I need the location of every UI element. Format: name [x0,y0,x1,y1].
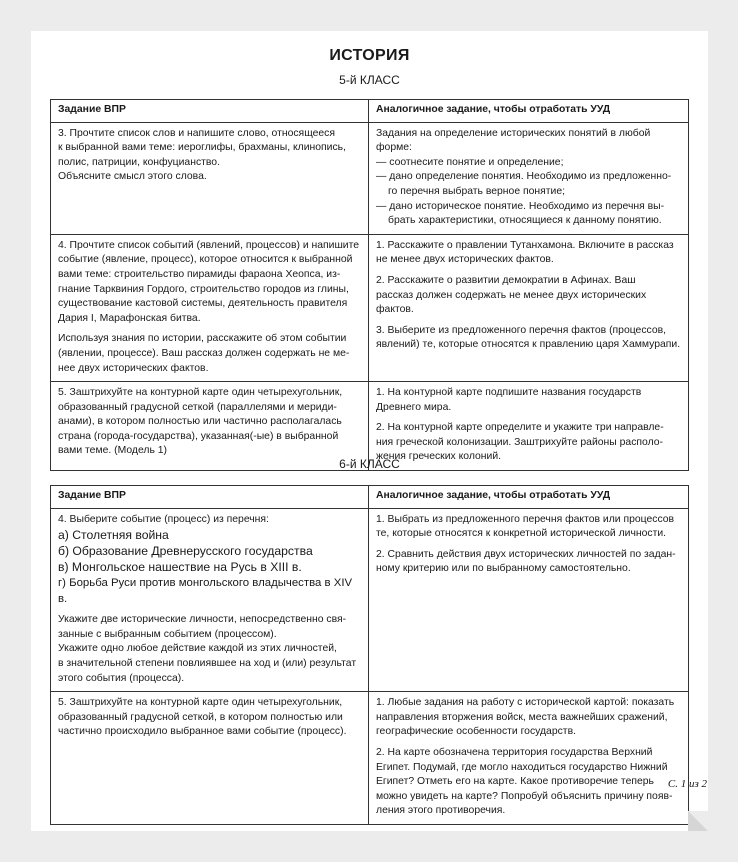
text-line: 2. На карте обозначена территория государства Верхний [376,746,653,758]
grade-6-table [50,485,689,825]
text-line: — соотнесите понятие и определение; [376,156,564,168]
similar-task-cell [369,122,689,234]
text-line: ному критерию или по выбранному самостоятельно. [376,563,631,575]
text-line: 4. Выберите событие (процесс) из перечня: [58,513,269,525]
table-header-row [51,486,689,509]
similar-task-cell [369,234,689,381]
header-similar-task: Аналогичное задание, чтобы отработать УУД [369,100,689,123]
text-line: 5. Заштрихуйте на контурной карте один четырехугольник, [58,697,343,709]
vpr-task-cell [51,508,369,692]
header-similar-task: Аналогичное задание, чтобы отработать УУД [369,486,689,509]
vpr-task-cell [51,234,369,381]
text-line: б) Образование Древнерусского государства [58,544,313,559]
header-vpr-task: Задание ВПР [51,100,369,123]
text-line: — дано определение понятия. Необходимо из предложенно- [376,171,672,183]
text-line: брать характеристики, относящиеся к данному понятию. [388,215,662,227]
text-line: 1. Расскажите о правлении Тутанхамона. Включите в рассказ [376,239,674,251]
text-line: 4. Прочтите список событий (явлений, процессов) и напишите [58,239,360,251]
text-line: не менее двух исторических фактов. [376,254,554,266]
page-fold-shadow [688,811,708,831]
page-number: С. 1 из 2 [667,778,707,790]
text-line: явлений) те, которые относятся к правлению царя Хаммурапи. [376,339,681,351]
text-line: гнание Тарквиния Гордого, строительство городов из глины, [58,283,349,295]
text-line: в значительной степени повлиявшее на ход и (или) результат [58,657,357,669]
text-line: 2. Расскажите о развитии демократии в Афинах. Ваш [376,274,636,286]
similar-task-cell [369,508,689,692]
text-line: полис, патриции, конфуцианство. [58,156,220,168]
text-line: страна (города-государства), указанная(-ые) в выбранной [58,430,339,442]
text-line: Укажите две исторические личности, непосредственно свя- [58,614,347,626]
grade-5-table [50,99,689,471]
similar-task-cell [369,692,689,825]
text-line: те, которые относятся к конкретной исторической личности. [376,528,667,540]
text-line: событие (явление, процесс), которое относится к выбранной [58,254,353,266]
text-line: 1. Выбрать из предложенного перечня фактов или процессов [376,513,675,525]
text-line: го перечня выбрать верное понятие; [388,185,565,197]
text-line: Объясните смысл этого слова. [58,171,207,183]
text-line: образованный градусной сеткой, в котором полностью или [58,711,343,723]
text-line: к выбранной вами теме: иероглифы, брахманы, клинопись, [58,142,346,154]
text-line: Древнего мира. [376,401,452,413]
document-page [31,31,708,831]
text-line: 1. Любые задания на работу с исторической картой: показать [376,697,675,709]
table-row [51,692,689,825]
text-line: 3. Прочтите список слов и напишите слово, относящееся [58,127,336,139]
vpr-task-cell [51,122,369,234]
text-line: Укажите одно любое действие каждой из этих личностей, [58,643,337,655]
text-line: 1. На контурной карте подпишите названия государств [376,387,642,399]
text-line: образованный градусной сеткой (параллелями и мериди- [58,401,337,413]
text-line: можно увидеть на карте? Попробуй объяснить причину появ- [376,790,673,802]
text-line: частично происходило выбранное вами событие (процесс). [58,726,347,738]
text-line: фактов. [376,304,414,316]
table-header-row [51,100,689,123]
text-line: Используя знания по истории, расскажите об этом событии [58,333,347,345]
text-line: географические особенности государств. [376,726,576,738]
text-line: ления этого противоречия. [376,805,506,817]
text-line: 3. Выберите из предложенного перечня фактов (процессов, [376,324,667,336]
text-line: направления вторжения войск, места важнейших сражений, [376,711,668,723]
text-line: рассказ должен содержать не менее двух исторических [376,289,647,301]
table-row [51,122,689,234]
text-line: Дария I, Марафонская битва. [58,312,201,324]
grade-heading-5: 5-й КЛАСС [339,73,400,87]
text-line: существование кастовой системы, деятельность правителя [58,298,348,310]
text-line: ния греческой колонизации. Заштрихуйте районы располо- [376,436,663,448]
text-line: в) Монгольское нашествие на Русь в XIII в. [58,560,302,575]
text-line: 5. Заштрихуйте на контурной карте один четырехугольник, [58,387,343,399]
text-line: 2. На контурной карте определите и укажите три направле- [376,422,664,434]
text-line: а) Столетняя война [58,528,169,543]
text-line: занные с выбранным событием (процессом). [58,628,277,640]
text-line: — дано историческое понятие. Необходимо из перечня вы- [376,200,665,212]
text-line: Египет? Отметь его на карте. Какое противоречие теперь [376,776,654,788]
text-line: Задания на определение исторических понятий в любой форме: [376,127,651,154]
text-line: вами теме. (Модель 1) [58,445,168,457]
table-row [51,234,689,381]
grade-heading-6: 6-й КЛАСС [339,457,400,471]
header-vpr-task: Задание ВПР [51,486,369,509]
text-line: (явлении, процессе). Ваш рассказ должен содержать не ме- [58,347,350,359]
text-line: этого события (процесса). [58,672,185,684]
text-line: анами), в котором полностью или частично располагалась [58,416,342,428]
text-line: жения греческих колоний. [376,451,502,463]
text-line: вами теме: строительство пирамиды фараона Хеопса, из- [58,268,341,280]
table-row [51,508,689,692]
text-line: нее двух исторических фактов. [58,362,209,374]
text-line: г) Борьба Руси против монгольского владычества в XIV в. [58,577,353,606]
vpr-task-cell [51,692,369,825]
text-line: Египет. Подумай, где могло находиться государство Нижний [376,761,668,773]
text-line: 2. Сравнить действия двух исторических личностей по задан- [376,548,676,560]
page-title: ИСТОРИЯ [329,47,410,64]
